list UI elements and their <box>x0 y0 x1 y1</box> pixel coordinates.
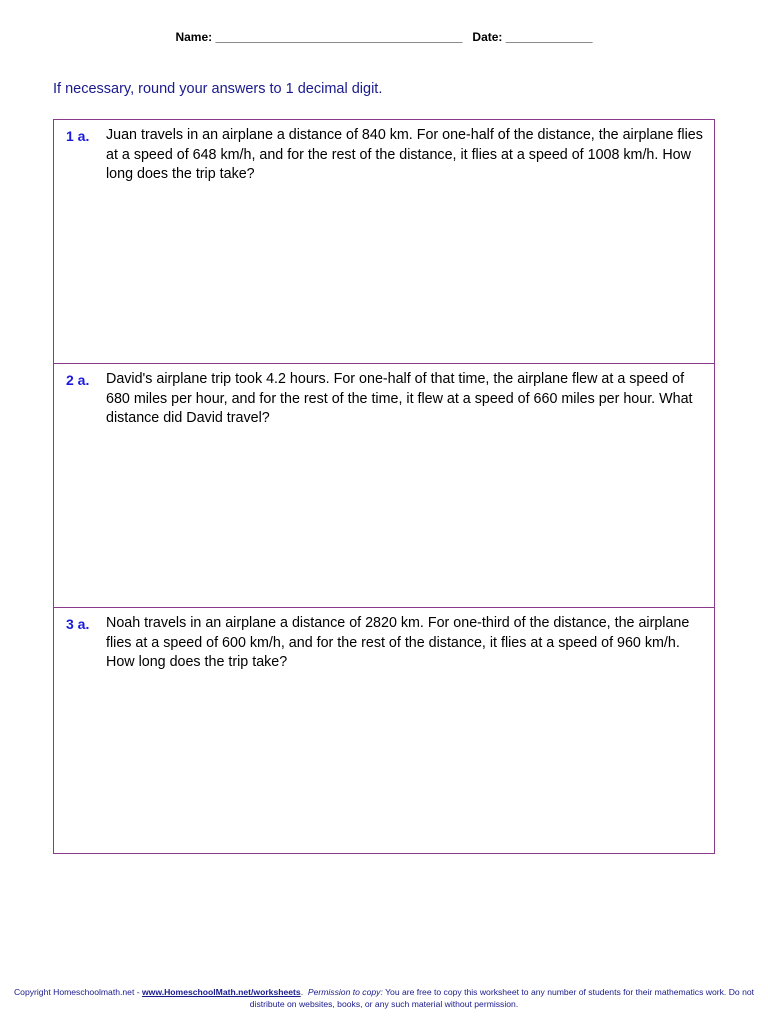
problem-text: Juan travels in an airplane a distance of 840 km. For one-half of the distance, the airplane flies at a speed of 648 km/h, and for the rest of the distance, it flies at a speed of 1008 km/h. How long does the trip take? <box>106 127 703 182</box>
problem-2 <box>54 364 714 608</box>
instructions: If necessary, round your answers to 1 decimal digit. <box>53 81 383 97</box>
problem-number: 3 a. <box>66 616 90 632</box>
problem-text: Noah travels in an airplane a distance of 2820 km. For one-third of the distance, the airplane flies at a speed of 600 km/h, and for the rest of the distance, it flies at a speed of 960 km/h. How long does the trip take? <box>106 615 690 670</box>
worksheet-header <box>0 30 768 44</box>
date-label: Date: <box>472 30 503 44</box>
permission-label: Permission to copy: <box>307 987 383 997</box>
date-blank: _____________ <box>505 30 593 44</box>
problem-box <box>53 119 715 854</box>
copyright-text: Copyright Homeschoolmath.net - <box>13 987 142 997</box>
problem-1 <box>54 120 714 364</box>
link-period: . <box>300 987 304 997</box>
problem-text: David's airplane trip took 4.2 hours. For one-half of that time, the airplane flew at a speed of 680 miles per hour, and for the rest of the time, it flew at a speed of 660 miles per hour. What distance did David travel? <box>106 371 693 426</box>
problem-number: 1 a. <box>66 128 90 144</box>
permission-text: You are free to copy this worksheet to any number of students for their mathematics work. Do not distribute on websites, books, or any such material without permission. <box>249 987 755 1009</box>
problem-3 <box>54 608 714 853</box>
worksheets-link[interactable]: www.HomeschoolMath.net/worksheets <box>141 987 301 997</box>
name-blank: _____________________________________ <box>215 30 463 44</box>
problem-number: 2 a. <box>66 372 90 388</box>
name-label: Name: <box>175 30 213 44</box>
copyright-footer <box>0 987 768 1010</box>
